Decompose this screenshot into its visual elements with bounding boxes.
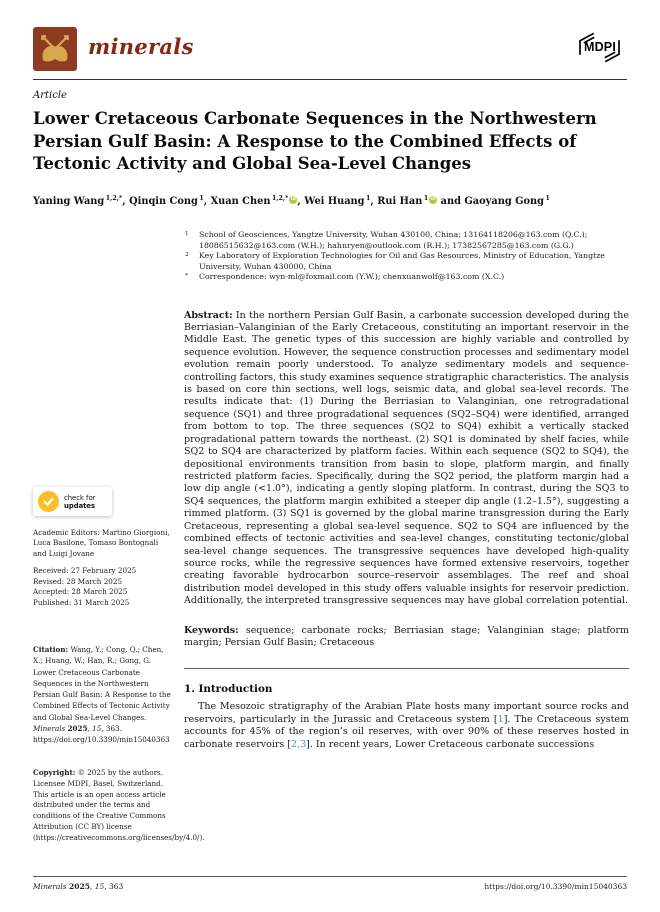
- author: Wei Huang $^1$,: [304, 195, 378, 208]
- affiliation-text: School of Geosciences, Yangtze University, Wuhan 430100, China; 13164118206@163.com (Q.C.); 18086515632@163.com (W.H.); hahnryen@outlook.com (R.H.); 17382567285@163.com (G.G.): [199, 230, 588, 250]
- citation-label: Citation:: [33, 645, 69, 654]
- citation-doi-link[interactable]: https://doi.org/10.3390/min15040363: [33, 735, 170, 745]
- citation-ref-1[interactable]: 1: [497, 713, 504, 725]
- abstract-text: In the northern Persian Gulf Basin, a carbonate succession developed during the Berriasian–Valanginian of the Early Cretaceous, constituting an important reservoir in the Middle East. The genetic types of this succession are highly variable and controlled by sequence evolution. However, the sequence construction processes and sedimentary model evolution remain poorly understood. To analyze sedimentary models and sequence-controlling factors, this study examines sequence stratigraphic characteristics. The analysis is based on core thin sections, well logs, seismic data, and global sea-level records. The results indicate that: (1) During the Berriasian to Valanginian, one retrogradational sequence (SQ1) and three progradational sequences (SQ2–SQ4) were identified, arranged from bottom to top. The three sequences (SQ2 to SQ4) exhibit a vertically stacked progradational pattern towards the northeast. (2) SQ1 is dominated by shelf facies, while SQ2 to SQ4 are characterized by platform facies. Within each sequence (SQ2 to SQ4), the depositional environments transition from basin to slope, platform margin, and finally restricted platform facies. Specifically, during the SQ2 period, the platform margin had a low dip angle (<1.0°), indicating a gently sloping platform. In contrast, during the SQ3 to SQ4 sequences, the platform margin exhibited a steeper dip angle (1.2–1.5°), suggesting a rimmed platform. (3) SQ1 is governed by the global marine transgression during the Early Cretaceous, representing a global sea-level sequence. SQ2 to SQ4 are influenced by the combined effects of tectonic activities and sea-level changes, constituting tectonic/global sea-level change sequences. The transgressive sequences have developed high-quality source rocks, while the regressive sequences have formed extensive reservoirs, together creating favorable hydrocarbon source–reservoir assemblages. The reef and shoal distribution model developed in this study offers valuable insights for reservoir prediction. Additionally, the interpreted transgressive sequences may have global correlation potential.: [184, 309, 629, 607]
- intro-paragraph: [184, 701, 629, 751]
- orcid-icon[interactable]: iD: [290, 197, 296, 202]
- page-footer: [33, 882, 627, 891]
- copyright-label: Copyright:: [33, 768, 76, 777]
- footer-doi-link[interactable]: https://doi.org/10.3390/min15040363: [484, 882, 627, 891]
- revised-date: Revised: 28 March 2025: [33, 576, 123, 586]
- badge-label: check for updates: [64, 493, 96, 510]
- keywords-text: sequence; carbonate rocks; Berriasian stage; Valanginian stage; platform margin; Persian Gulf Basin; Cretaceous: [184, 624, 629, 649]
- correspondence-text: Correspondence: wyn-ml@foxmail.com (Y.W.); chenxuanwolf@163.com (X.C.): [199, 272, 505, 281]
- copyright-block: [33, 768, 205, 844]
- orcid-icon[interactable]: iD: [430, 197, 436, 202]
- footer-divider: [33, 876, 627, 877]
- affiliation-marker: 1: [185, 231, 189, 237]
- minerals-journal-logo: [33, 27, 77, 71]
- citation-ref-2[interactable]: 2,3: [291, 738, 307, 750]
- page-title: Lower Cretaceous Carbonate Sequences in the Northwestern Persian Gulf Basin: A Response to the Combined Effects of Tectonic Activity and Global Sea-Level Changes: [33, 109, 597, 173]
- affiliation-marker: 2: [185, 252, 189, 258]
- text-segment: ]. In recent years, Lower Cretaceous carbonate successions: [306, 738, 595, 750]
- academic-editors: Academic Editors: Martino Giorgioni, Luca Basilone, Tomaso Bontognali and Luigi Jovane: [33, 528, 170, 558]
- article-history: [33, 566, 171, 609]
- received-date: Received: 27 February 2025: [33, 566, 137, 575]
- author: Xuan Chen $^{1,2,*}$ iD,: [210, 195, 305, 208]
- affiliation-text: Key Laboratory of Exploration Technologies for Oil and Gas Resources, Ministry of Education, Yangtze University, Wuhan 430000, China: [199, 251, 605, 271]
- keywords: [184, 625, 629, 650]
- author: Yaning Wang $^{1,2,*}$,: [33, 195, 130, 208]
- header-divider: [33, 79, 627, 80]
- author: Qinqin Cong $^1$,: [129, 195, 211, 208]
- published-date: Published: 31 March 2025: [33, 598, 130, 608]
- section-divider: [184, 668, 629, 669]
- citation-block: Citation: Wang, Y.; Cong, Q.; Chen, X.; Huang, W.; Han, R.; Gong, G. Lower Cretaceous Carbonate Sequences in the Northwestern Persian Gulf Basin: A Response to the Combined Effects of Tectonic Activity and Global Sea-Level Changes. Minerals 2025, 15, 363. https://doi.org/10.3390/min15040363: [33, 645, 171, 745]
- author-list: [33, 195, 633, 207]
- text-segment: The Mesozoic stratigraphy of the Arabian Plate hosts many important source rocks and reservoirs, particularly in the Jurassic and Cretaceous system [: [184, 701, 629, 725]
- abstract-label: Abstract:: [184, 309, 233, 321]
- accepted-date: Accepted: 28 March 2025: [33, 587, 128, 597]
- keywords-label: Keywords:: [184, 624, 239, 636]
- affiliations: [184, 230, 629, 283]
- article-type-label: Article: [33, 90, 67, 101]
- main-column: [184, 230, 629, 751]
- checkmark-icon: [38, 491, 59, 512]
- author: Gaoyang Gong $^1$: [464, 195, 550, 208]
- author: Rui Han $^1$ iD and: [377, 195, 465, 208]
- text-segment: ]. The Cretaceous system accounts for 45% of the region’s oil reserves, with over 90% of these reserves hosted in carbonate reservoirs [: [184, 713, 630, 750]
- section-heading-introduction: 1. Introduction: [184, 683, 273, 696]
- affiliation-item: [184, 230, 629, 251]
- check-for-updates-badge[interactable]: [33, 487, 112, 516]
- mdpi-logo: [572, 32, 627, 63]
- citation-text: Wang, Y.; Cong, Q.; Chen, X.; Huang, W.; Han, R.; Gong, G. Lower Cretaceous Carbonate Sequences in the Northwestern Persian Gulf Basin: A Response to the Combined Effects of Tectonic Activity and Global Sea-Level Changes.: [33, 645, 171, 722]
- affiliation-item: [184, 272, 629, 283]
- footer-citation: Minerals 2025, 15, 363: [33, 882, 124, 891]
- mdpi-logo-text: MDPI: [583, 40, 617, 54]
- abstract: [184, 310, 629, 608]
- journal-name: minerals: [88, 34, 194, 59]
- affiliation-marker: *: [185, 273, 188, 279]
- affiliation-item: [184, 251, 629, 272]
- copyright-text: © 2025 by the authors. Licensee MDPI, Basel, Switzerland. This article is an open access article distributed under the terms and conditions of the Creative Commons Attribution (CC BY) license (https://creativecommons.org/licenses/by/4.0/).: [33, 768, 205, 842]
